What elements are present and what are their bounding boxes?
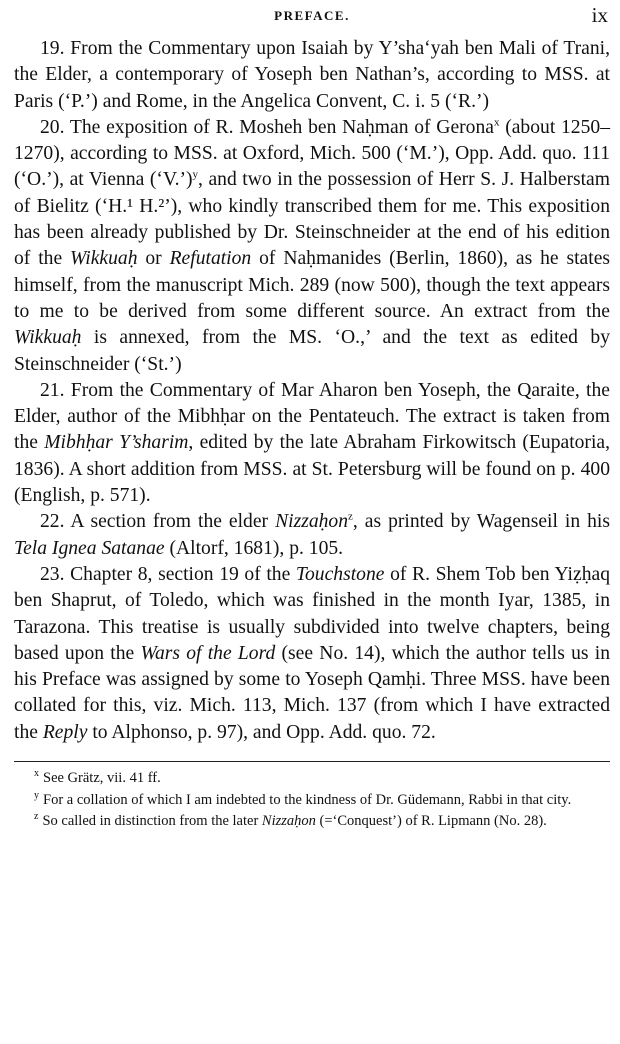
text-run: (see No. 14), which the author tells us in his Preface was assigned by some to Yoseph Qamḥi. Three MSS. have been collated for this, viz. Mich. 113, Mich. 137 (from which I have extracted the xyxy=(14,642,611,743)
footnote-mark: x xyxy=(34,768,39,780)
paragraph-19 xyxy=(14,36,610,115)
footnote-mark: z xyxy=(34,811,39,823)
footnote-reference: z xyxy=(348,510,353,523)
italic-title: Wikkuaḥ xyxy=(14,327,82,349)
italic-title: Mibhḥar Y’sharim xyxy=(44,432,189,454)
running-title: PREFACE. xyxy=(274,8,350,23)
paragraph-20 xyxy=(14,115,610,378)
italic-title: Tela Ignea Satanae xyxy=(14,537,165,559)
document-page xyxy=(14,0,610,833)
text-run: 20. The exposition of R. Mosheh ben Naḥman of Gerona xyxy=(40,116,494,138)
italic-title: Nizzaḥon xyxy=(275,511,349,533)
text-run: of Naḥmanides (Berlin, 1860), as he states himself, from the manuscript Mich. 289 (now 500), though the text appears to me to be derived from some different source. An extract from the xyxy=(14,248,611,322)
footnote-x xyxy=(14,768,610,790)
text-run: 19. From the Commentary upon Isaiah by Y’sha‘yah ben Mali of Trani, the Elder, a contemporary of Yoseph ben Nathan’s, according to MSS. at Paris (‘P.’) and Rome, in the Angelica Convent, C. i. 5 (‘R.’) xyxy=(14,38,610,112)
text-run: to Alphonso, p. 97), and Opp. Add. quo. 72. xyxy=(87,721,436,743)
text-run: See Grätz, vii. 41 ff. xyxy=(43,770,161,787)
paragraph-21 xyxy=(14,378,610,509)
text-run: or xyxy=(137,248,170,270)
footnotes xyxy=(14,768,610,833)
page-header xyxy=(14,0,610,36)
text-run: 23. Chapter 8, section 19 of the xyxy=(40,563,296,585)
paragraph-22 xyxy=(14,509,610,562)
text-run: For a collation of which I am indebted to the kindness of Dr. Güdemann, Rabbi in that city. xyxy=(43,791,572,808)
italic-title: Wars of the Lord xyxy=(140,642,276,664)
footnote-divider xyxy=(14,761,610,762)
text-run: , edited by the late Abraham Firkowitsch (Eupatoria, 1836). A short addition from MSS. at St. Petersburg will be found on p. 400 (English, p. 571). xyxy=(14,432,610,507)
text-run: 21. From the Commentary of Mar Aharon ben Yoseph, the Qaraite, the Elder, author of the Mibhḥar on the Pentateuch. The extract is taken from the xyxy=(14,379,610,454)
italic-title: Touchstone xyxy=(295,563,385,585)
italic-title: Nizzaḥon xyxy=(261,813,316,830)
page-number: ix xyxy=(591,3,608,27)
text-run: (about 1250–1270), according to MSS. at Oxford, Mich. 500 (‘M.’), Opp. Add. quo. 111 (‘O.’), at Vienna (‘V.’) xyxy=(14,116,610,191)
footnote-mark: y xyxy=(34,789,39,801)
italic-title: Wikkuaḥ xyxy=(70,248,138,270)
text-run: , as printed by Wagenseil in his xyxy=(352,511,610,533)
paragraph-23 xyxy=(14,562,610,746)
text-run: , and two in the possession of Herr S. J. Halberstam of Bielitz (‘H.¹ H.²’), who kindly transcribed them for me. This exposition has been already published by Dr. Steinschneider at the end of his edition of the xyxy=(14,169,610,270)
footnote-reference: y xyxy=(192,168,199,181)
body-text xyxy=(14,36,610,746)
text-run: of R. Shem Tob ben Yiẓḥaq ben Shaprut, of Toledo, which was finished in the month Iyar, 1385, in Tarazona. This treatise is usually subdivided into twelve chapters, being based upon the xyxy=(14,563,610,664)
text-run: is annexed, from the MS. ‘O.,’ and the text as edited by Steinschneider (‘St.’) xyxy=(14,327,610,375)
italic-title: Refutation xyxy=(169,248,252,270)
footnote-z xyxy=(14,811,610,833)
text-run: 22. A section from the elder xyxy=(40,511,276,533)
italic-title: Reply xyxy=(42,721,88,743)
text-run: So called in distinction from the later xyxy=(42,813,262,830)
footnote-reference: x xyxy=(493,116,500,129)
text-run: (Altorf, 1681), p. 105. xyxy=(164,537,344,559)
text-run: (=‘Conquest’) of R. Lipmann (No. 28). xyxy=(315,813,547,830)
footnote-y xyxy=(14,790,610,812)
